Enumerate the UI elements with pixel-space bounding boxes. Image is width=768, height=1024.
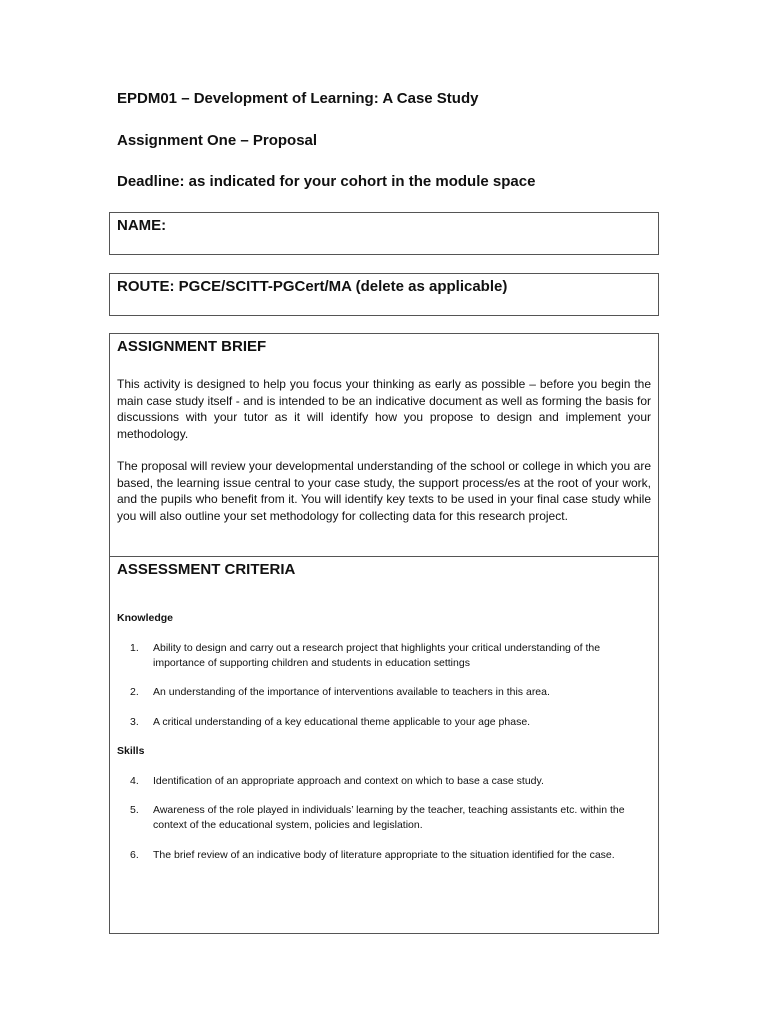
name-field-box[interactable] [109, 212, 659, 255]
deadline-text: Deadline: as indicated for your cohort in the module space [117, 173, 536, 190]
criteria-number: 5. [130, 804, 139, 816]
assignment-title: Assignment One – Proposal [117, 132, 318, 149]
criteria-number: 1. [130, 642, 139, 654]
knowledge-heading: Knowledge [117, 612, 174, 624]
criteria-item [130, 803, 654, 833]
brief-paragraph: This activity is designed to help you focus your thinking as early as possible – before you begin the main case study itself - and is intended to be an indicative document as well as forming the basis for discussions with your tutor as it will identify how you propose to design and implement your methodology. [117, 377, 651, 441]
module-title: EPDM01 – Development of Learning: A Case Study [117, 90, 479, 107]
criteria-item [130, 685, 654, 700]
criteria-number: 2. [130, 686, 139, 698]
criteria-text: An understanding of the importance of interventions available to teachers in this area. [153, 686, 550, 698]
name-label: NAME: [117, 217, 167, 234]
assignment-brief-title: ASSIGNMENT BRIEF [117, 338, 267, 355]
criteria-text: A critical understanding of a key educational theme applicable to your age phase. [153, 716, 531, 728]
criteria-item [130, 774, 654, 789]
criteria-item [130, 715, 654, 730]
brief-paragraph: The proposal will review your developmental understanding of the school or college in which you are based, the learning issue central to your case study, the support process/es at the root of your work, and the pupils who benefit from it. You will identify key texts to be used in your final case study while you will also outline your set methodology for collecting data for this research project. [117, 459, 651, 523]
assessment-criteria-title: ASSESSMENT CRITERIA [117, 561, 296, 578]
criteria-number: 4. [130, 775, 139, 787]
criteria-text: The brief review of an indicative body of literature appropriate to the situation identified for the case. [153, 849, 615, 861]
assignment-brief-section [109, 333, 659, 557]
criteria-text: Awareness of the role played in individuals’ learning by the teacher, teaching assistants etc. within the context of the educational system, policies and legislation. [153, 804, 625, 831]
skills-heading: Skills [117, 745, 145, 757]
route-label: ROUTE: PGCE/SCITT-PGCert/MA (delete as applicable) [117, 278, 508, 295]
criteria-number: 3. [130, 716, 139, 728]
criteria-number: 6. [130, 849, 139, 861]
route-field-box[interactable] [109, 273, 659, 316]
criteria-item [130, 641, 654, 671]
criteria-text: Ability to design and carry out a research project that highlights your critical understanding of the importance of supporting children and students in education settings [153, 642, 601, 669]
criteria-text: Identification of an appropriate approach and context on which to base a case study. [153, 775, 544, 787]
criteria-item [130, 848, 654, 878]
assessment-criteria-section [109, 556, 659, 934]
